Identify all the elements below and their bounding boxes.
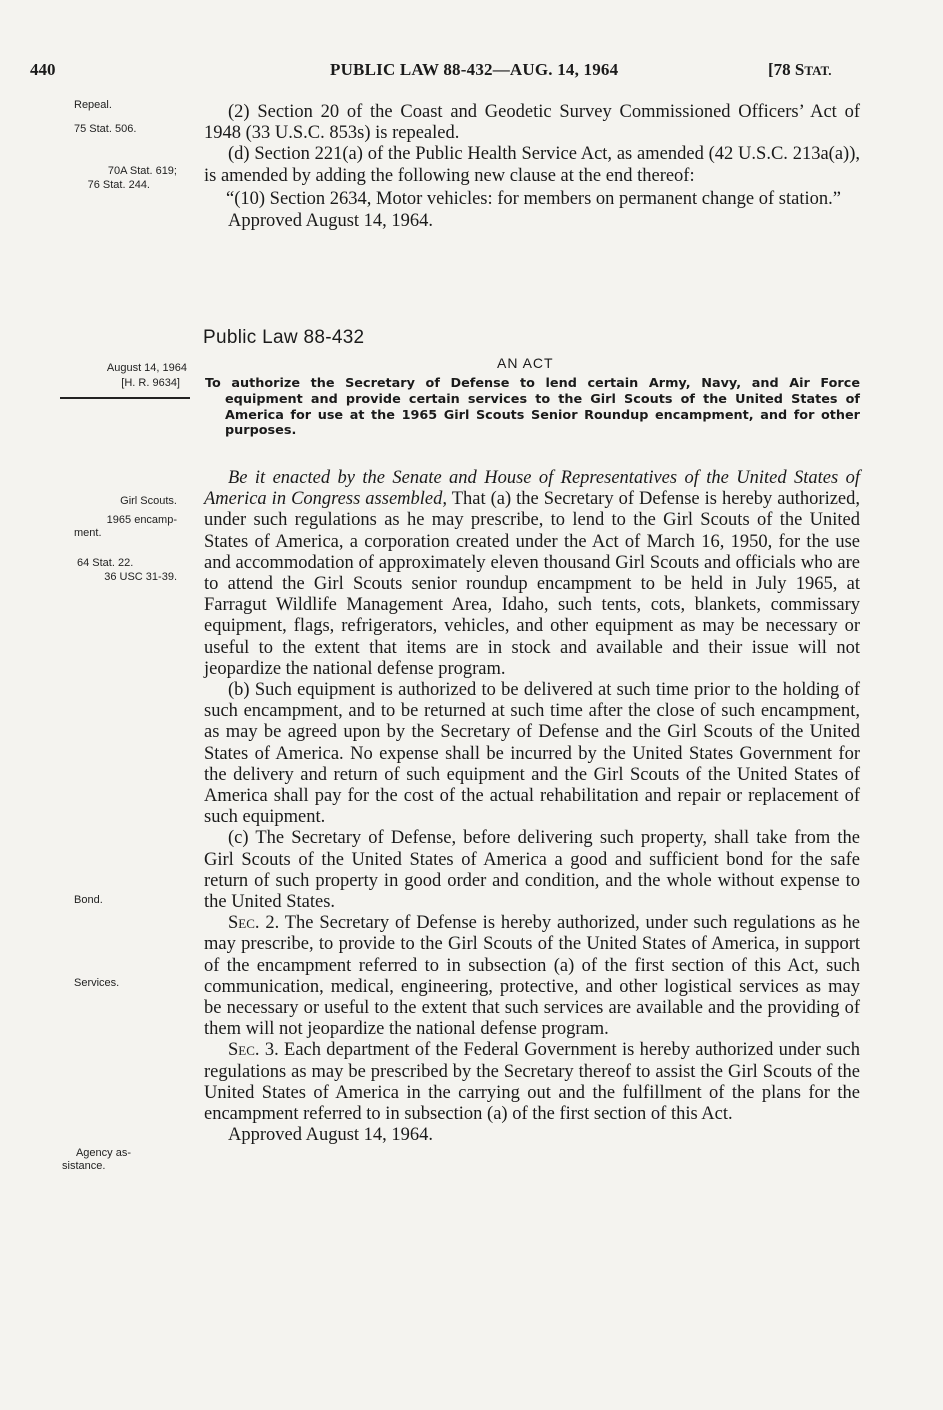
act-purpose: To authorize the Secretary of Defense to lend certain Army, Navy, and Air Force equipment and provide certain services to the Girl Scouts of the United States of America for use at the 1965 Girl Scouts Senior Roundup encampment, and for other purposes.: [205, 376, 860, 439]
approved-line-top: Approved August 14, 1964.: [228, 211, 434, 232]
margin-note-cite-76: 76 Stat. 244.: [87, 179, 150, 191]
stat-volume-suffix: TAT.: [804, 63, 832, 78]
margin-note-agency-2: sistance.: [62, 1160, 106, 1172]
section-2: [204, 913, 860, 1040]
paragraph-d: (d) Section 221(a) of the Public Health Service Act, as amended (42 U.S.C. 213a(a)), is amended by adding the following new clause at the end thereof:: [204, 144, 860, 186]
margin-note-girl-scouts: Girl Scouts.: [120, 495, 177, 507]
margin-note-agency-1: Agency as-: [75, 1147, 131, 1159]
approved-line-bottom: Approved August 14, 1964.: [228, 1125, 434, 1146]
section-3-text: Each department of the Federal Government is hereby authorized under such regulations as may be prescribed by the Secretary thereof to assist the Girl Scouts of the United States of America in the carrying out and the fulfillment of the plans for the encampment referred to in subsection (a) of the first section of this Act.: [204, 1040, 861, 1125]
stat-volume: [768, 60, 831, 80]
law-body: [204, 468, 860, 1147]
margin-note-stat-64: 64 Stat. 22.: [77, 557, 134, 569]
section-2-text: The Secretary of Defense is hereby authorized, under such regulations as he may prescribe, to provide to the Girl Scouts of the United States of America, in support of the encampment referred to in subsection (a) of the first section of this Act, such communication, medical, engineering, protective, and other logistical services as may be necessary or useful to the extent that such services are available and the providing of them will not jeopardize the national defense program.: [204, 913, 860, 1040]
an-act-heading: AN ACT: [497, 355, 554, 371]
margin-note-bill: [H. R. 9634]: [121, 377, 180, 389]
section-3: [204, 1040, 860, 1125]
margin-note-encamp-2: ment.: [74, 527, 102, 539]
top-section: [204, 102, 860, 232]
enacting-clause: Be it enacted by the Senate and House of Representatives of the United States of America in Congress assembled,: [204, 468, 860, 510]
section-1-c: (c) The Secretary of Defense, before delivering such property, shall take from the Girl Scouts of the United States of America a good and sufficient bond for the safe return of such property in good order and condition, and the whole without expense to the United States.: [204, 828, 860, 913]
section-1-a: [204, 468, 860, 680]
section-2-label: Sec. 2.: [228, 913, 280, 934]
margin-note-bond: Bond.: [74, 894, 103, 906]
paragraph-2: (2) Section 20 of the Coast and Geodetic Survey Commissioned Officers’ Act of 1948 (33 U.S.C. 853s) is repealed.: [204, 102, 860, 144]
margin-note-cite-70a: 70A Stat. 619;: [107, 165, 177, 177]
section-1-b: (b) Such equipment is authorized to be delivered at such time prior to the holding of such encampment, and to be returned at such time after the close of such encampment, as may be agreed upon by the Secretary of Defense and the Girl Scouts of the United States of America. No expense shall be incurred by the United States Government for the delivery and return of such equipment and the Girl Scouts of the United States of America shall pay for the cost of the actual rehabilitation and repair or replacement of such equipment.: [204, 680, 860, 828]
margin-note-repeal: Repeal.: [74, 99, 112, 111]
date-rule: [60, 397, 190, 399]
stat-volume-prefix: [78 S: [768, 60, 805, 79]
running-head: PUBLIC LAW 88-432—AUG. 14, 1964: [330, 60, 619, 79]
margin-note-services: Services.: [74, 977, 120, 989]
public-law-title: Public Law 88-432: [203, 327, 365, 348]
margin-note-encamp-1: 1965 encamp-: [106, 514, 177, 526]
clause-10: “(10) Section 2634, Motor vehicles: for members on permanent change of station.”: [226, 188, 841, 209]
section-1-a-text: That (a) the Secretary of Defense is hereby authorized, under such regulations as he may prescribe, to lend to the Girl Scouts of the United States of America, a corporation created under the Act of March 16, 1950, for the use and accommodation of approximately eleven thousand Girl Scouts and officials who are to attend the Girl Scouts senior roundup encampment to be held in July 1965, at Farragut Wildlife Management Area, Idaho, such tents, cots, blankets, commissary equipment, flags, refrigerators, vehicles, and other equipment as may be necessary or useful to the extent that items are in stock and available and their issue will not jeopardize the national defense program.: [204, 489, 861, 679]
margin-note-date: August 14, 1964: [106, 362, 187, 374]
page-number: 440: [30, 60, 56, 79]
margin-note-repeal-cite: 75 Stat. 506.: [74, 123, 137, 135]
section-3-label: Sec. 3.: [228, 1040, 279, 1061]
margin-note-usc-36: 36 USC 31-39.: [104, 571, 177, 583]
